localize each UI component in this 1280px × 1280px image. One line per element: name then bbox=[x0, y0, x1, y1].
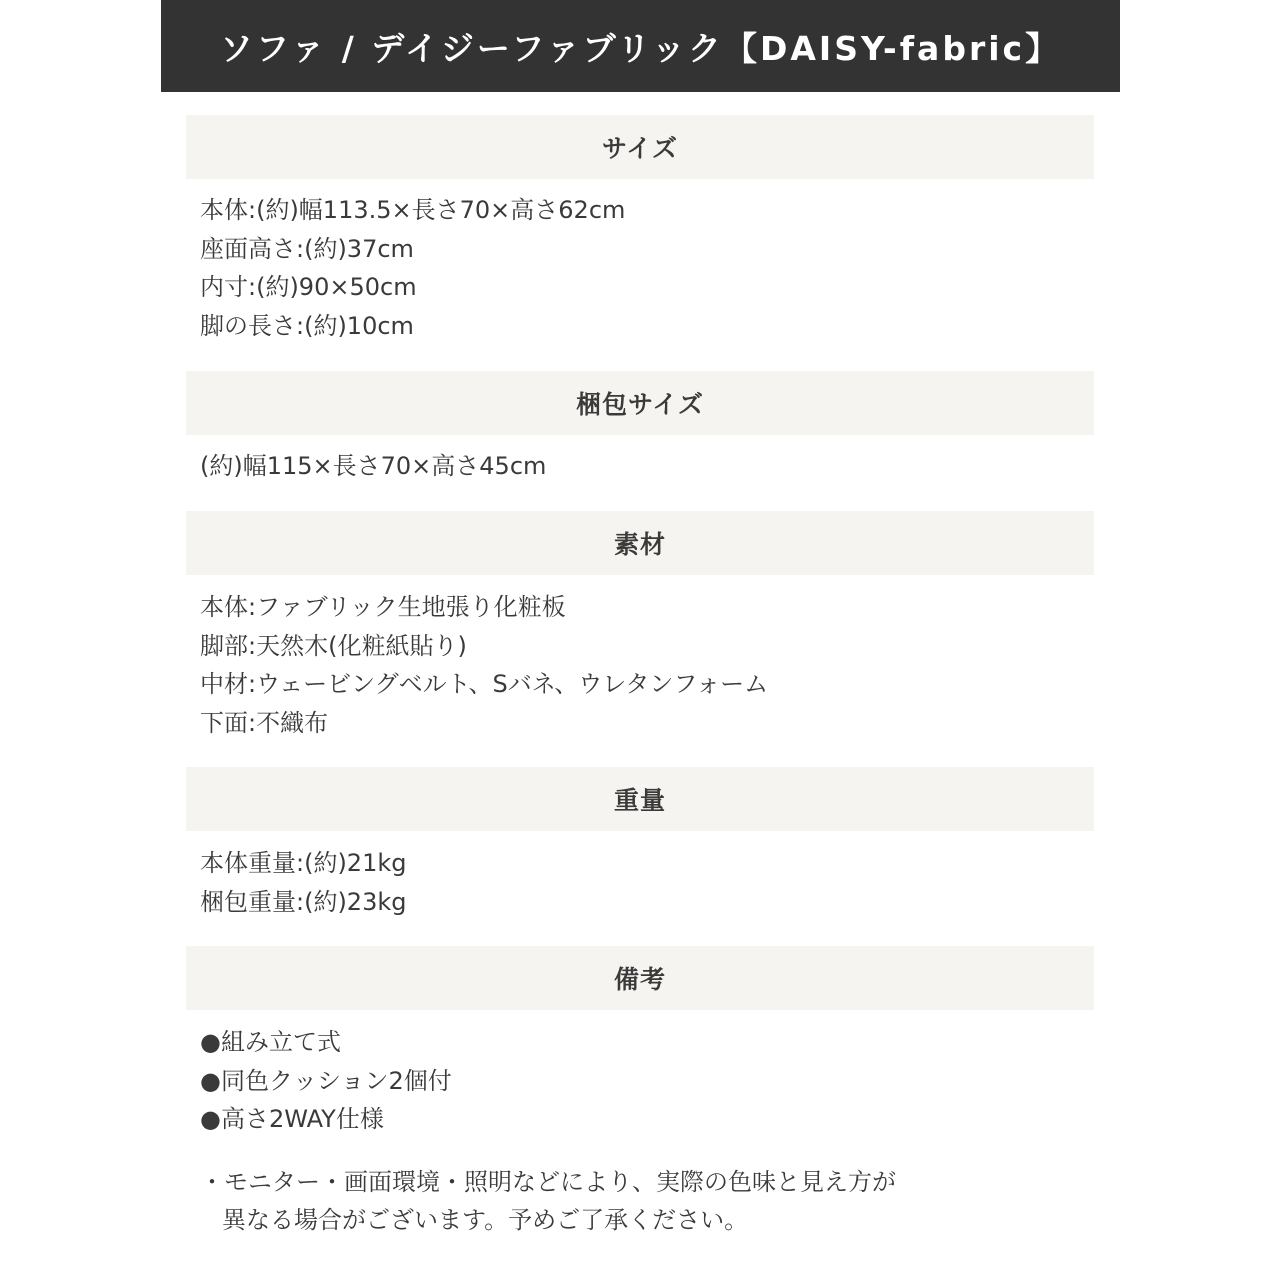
disclaimer-line: 異なる場合がございます。予めご了承ください。 bbox=[222, 1206, 749, 1234]
spec-line: 座面高さ:(約)37cm bbox=[200, 234, 414, 263]
spec-line: 本体重量:(約)21kg bbox=[200, 849, 407, 877]
spec-line: 中材:ウェービングベルト、Sバネ、ウレタンフォーム bbox=[200, 670, 769, 699]
section-header-package-size bbox=[186, 371, 1094, 435]
spec-line: 梱包重量:(約)23kg bbox=[200, 887, 407, 916]
remark-line: ●同色クッション2個付 bbox=[200, 1066, 452, 1095]
section-body-package-size bbox=[200, 447, 1080, 486]
section-header-size bbox=[186, 115, 1094, 179]
spec-line: 脚の長さ:(約)10cm bbox=[200, 311, 414, 340]
spec-line: 内寸:(約)90×50cm bbox=[200, 273, 417, 302]
section-body-remarks bbox=[200, 1023, 1080, 1139]
section-header-label: 備考 bbox=[613, 965, 666, 994]
section-header-material bbox=[186, 511, 1094, 575]
section-body-material bbox=[200, 588, 1080, 742]
section-header-label: 重量 bbox=[613, 786, 666, 815]
title-bar bbox=[161, 0, 1120, 92]
section-body-size bbox=[200, 191, 1080, 345]
spec-line: 下面:不織布 bbox=[200, 708, 329, 737]
section-body-weight bbox=[200, 844, 1080, 921]
remark-line: ●高さ2WAY仕様 bbox=[200, 1105, 384, 1134]
section-header-label: サイズ bbox=[601, 134, 678, 163]
remark-line: ●組み立て式 bbox=[200, 1028, 341, 1056]
spec-line: 本体:ファブリック生地張り化粧板 bbox=[200, 593, 566, 621]
section-header-label: 梱包サイズ bbox=[575, 390, 704, 419]
spec-line: (約)幅115×長さ70×高さ45cm bbox=[200, 452, 547, 480]
section-header-weight bbox=[186, 767, 1094, 831]
disclaimer-note bbox=[200, 1163, 1060, 1239]
spec-line: 本体:(約)幅113.5×長さ70×高さ62cm bbox=[200, 196, 626, 224]
section-header-label: 素材 bbox=[613, 530, 666, 559]
spec-line: 脚部:天然木(化粧紙貼り) bbox=[200, 631, 467, 660]
section-header-remarks bbox=[186, 946, 1094, 1010]
disclaimer-line: ・モニター・画面環境・照明などにより、実際の色味と見え方が bbox=[200, 1168, 896, 1196]
page-title: ソファ / デイジーファブリック【DAISY-fabric】 bbox=[219, 28, 1062, 68]
